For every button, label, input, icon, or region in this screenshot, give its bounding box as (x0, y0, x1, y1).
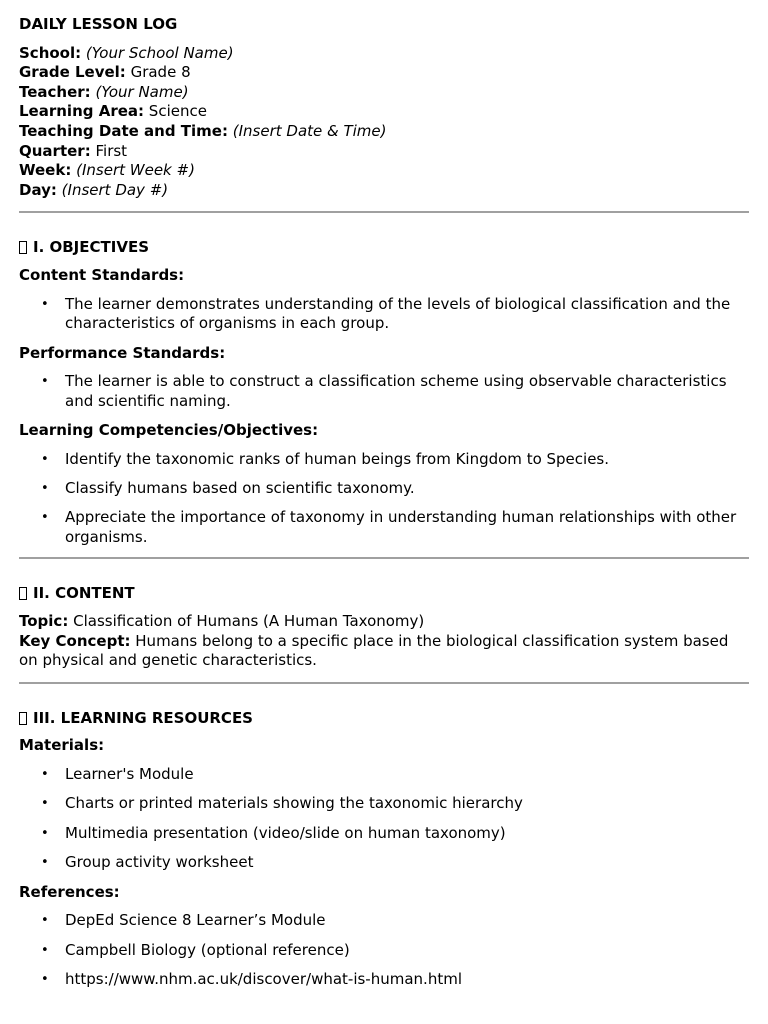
key-concept-value: Humans belong to a specific place in the biological classification system based on physical and genetic characteristics. (19, 631, 729, 670)
topic-label: Topic: (19, 612, 69, 631)
info-learning-area (19, 102, 749, 122)
info-label: Quarter: (19, 141, 91, 160)
list-item (41, 449, 749, 470)
info-value: (Your School Name) (85, 43, 234, 62)
list-item (41, 940, 749, 961)
references-list (19, 911, 749, 989)
info-school (19, 44, 749, 64)
bullet-icon: • (41, 510, 49, 526)
list-item-text: Learner's Module (65, 765, 194, 784)
content-standards-list (19, 295, 749, 334)
list-item (41, 479, 749, 499)
document-title: DAILY LESSON LOG (19, 15, 178, 33)
info-week (19, 161, 749, 181)
bullet-icon: • (41, 825, 49, 841)
content-heading (19, 584, 749, 604)
content-standards-label: Content Standards: (19, 265, 185, 284)
list-item-text: Appreciate the importance of taxonomy in understanding human relationships with other organisms. (65, 508, 737, 547)
list-item (41, 911, 749, 931)
info-label: Grade Level: (19, 63, 126, 82)
info-label: Week: (19, 161, 72, 180)
info-teaching-date (19, 122, 749, 142)
info-value: (Insert Day #) (61, 180, 169, 199)
materials-list (19, 765, 749, 873)
missing-glyph-icon (19, 712, 27, 725)
bullet-icon: • (41, 913, 49, 929)
list-item-text: Classify humans based on scientific taxonomy. (65, 479, 415, 498)
bullet-icon: • (41, 796, 49, 812)
performance-standards-list (19, 372, 749, 411)
missing-glyph-icon (19, 587, 27, 600)
section-divider (19, 682, 749, 684)
performance-standards-label: Performance Standards: (19, 343, 226, 362)
list-item-text: Group activity worksheet (65, 853, 254, 872)
missing-glyph-icon (19, 241, 27, 254)
reference-link[interactable]: https://www.nhm.ac.uk/discover/what-is-human.html (65, 969, 462, 988)
competencies-label: Learning Competencies/Objectives: (19, 421, 319, 440)
competencies-list (19, 450, 749, 548)
info-label: Teaching Date and Time: (19, 121, 228, 140)
info-value: First (95, 141, 128, 160)
list-item (41, 765, 749, 785)
list-item-text: Multimedia presentation (video/slide on human taxonomy) (65, 823, 506, 842)
list-item-text: Campbell Biology (optional reference) (65, 940, 350, 959)
section-divider (19, 211, 749, 213)
references-label: References: (19, 882, 120, 901)
list-item (41, 969, 749, 990)
key-concept-label: Key Concept: (19, 631, 131, 650)
bullet-icon: • (41, 971, 49, 987)
info-value: (Your Name) (95, 82, 189, 101)
section-divider (19, 557, 749, 559)
topic-value: Classification of Humans (A Human Taxonomy) (73, 612, 425, 631)
bullet-icon: • (41, 296, 49, 312)
list-item (41, 853, 749, 873)
list-item-text: The learner is able to construct a classification scheme using observable characteristics and scientific naming. (65, 372, 727, 410)
bullet-icon: • (41, 451, 49, 467)
bullet-icon: • (41, 374, 49, 390)
list-item (41, 294, 749, 334)
bullet-icon: • (41, 855, 49, 871)
list-item-text: Identify the taxonomic ranks of human beings from Kingdom to Species. (65, 449, 610, 468)
content-heading-text: II. CONTENT (33, 584, 135, 603)
list-item-text: The learner demonstrates understanding of the levels of biological classification and the characteristics of organisms in each group. (65, 294, 731, 333)
info-teacher (19, 83, 749, 103)
list-item-text: Charts or printed materials showing the taxonomic hierarchy (65, 794, 523, 813)
bullet-icon: • (41, 481, 49, 497)
resources-heading-text: III. LEARNING RESOURCES (33, 708, 253, 727)
list-item (41, 794, 749, 814)
objectives-heading-text: I. OBJECTIVES (33, 238, 149, 257)
info-day (19, 181, 749, 201)
list-item-text: DepEd Science 8 Learner’s Module (65, 911, 326, 930)
info-value: (Insert Date & Time) (232, 121, 387, 140)
info-label: Teacher: (19, 82, 91, 101)
list-item (41, 508, 749, 547)
bullet-icon: • (41, 767, 49, 783)
objectives-heading (19, 238, 749, 258)
resources-heading (19, 709, 749, 729)
info-value: Grade 8 (130, 63, 191, 82)
key-concept-line (19, 632, 749, 671)
info-block (19, 44, 749, 201)
info-quarter (19, 142, 749, 162)
bullet-icon: • (41, 942, 49, 958)
topic-line (19, 612, 749, 632)
info-label: School: (19, 43, 82, 62)
info-grade-level (19, 63, 749, 83)
list-item (41, 372, 749, 411)
info-value: (Insert Week #) (76, 161, 195, 180)
info-label: Day: (19, 180, 57, 199)
list-item (41, 823, 749, 844)
info-value: Science (148, 102, 207, 121)
info-label: Learning Area: (19, 102, 145, 121)
materials-label: Materials: (19, 736, 105, 755)
